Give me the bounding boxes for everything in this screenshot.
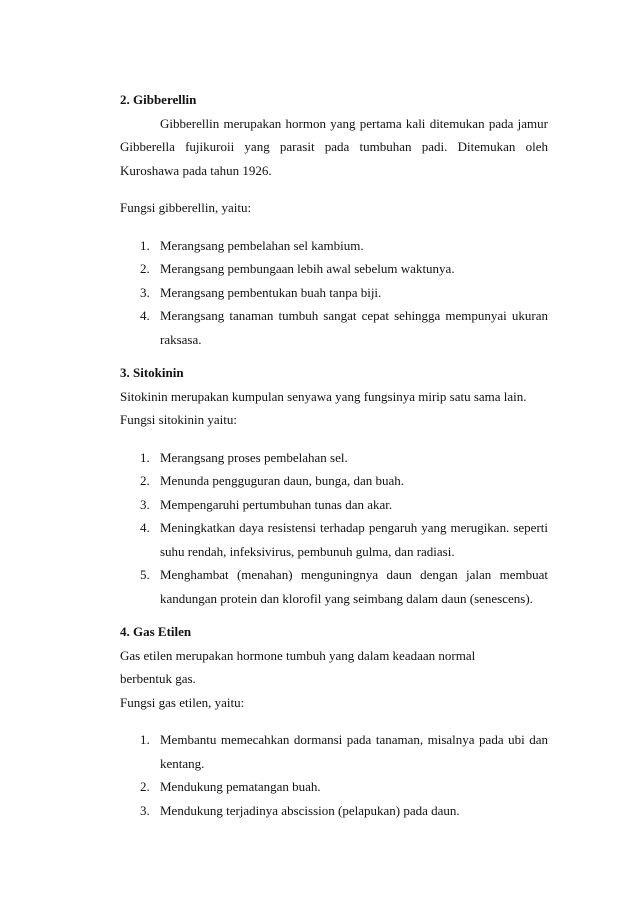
functions-title: Fungsi sitokinin yaitu: bbox=[120, 412, 238, 427]
list-item: 3. Mempengaruhi pertumbuhan tunas dan akar. bbox=[140, 496, 393, 512]
section-intro: Gibberellin merupakan hormon yang pertama kali ditemukan pada jamur Gibberella fujikuroii yang parasit pada tumbuhan padi. Ditemukan oleh Kuroshawa pada tahun 1926. bbox=[120, 115, 548, 178]
functions-list bbox=[120, 234, 548, 352]
functions-title: Fungsi gas etilen, yaitu: bbox=[120, 694, 245, 710]
section-heading: 2. Gibberellin bbox=[120, 92, 197, 107]
list-item: 5. Menghambat (menahan) menguningnya daun dengan jalan membuat kandungan protein dan klorofil yang seimbang dalam daun (senescens). bbox=[140, 567, 548, 606]
list-item: 4. Meningkatkan daya resistensi terhadap pengaruh yang merugikan. seperti suhu rendah, infeksivirus, pembunuh gulma, dan radiasi. bbox=[140, 520, 548, 559]
list-item: 3. Mendukung terjadinya abscission (pelapukan) pada daun. bbox=[140, 802, 460, 818]
section-sitokinin bbox=[120, 361, 548, 610]
list-item: 1. Membantu memecahkan dormansi pada tanaman, misalnya pada ubi dan kentang. bbox=[140, 732, 548, 771]
functions-list bbox=[120, 446, 548, 611]
section-intro: Gas etilen merupakan hormone tumbuh yang dalam keadaan normal berbentuk gas. bbox=[120, 647, 476, 686]
list-item: 2. Menunda pengguguran daun, bunga, dan buah. bbox=[140, 473, 405, 488]
list-item: 3. Merangsang pembentukan buah tanpa biji. bbox=[140, 284, 382, 300]
section-gas-etilen bbox=[120, 620, 548, 822]
list-item: 1. Merangsang proses pembelahan sel. bbox=[140, 449, 348, 465]
list-item: 1. Merangsang pembelahan sel kambium. bbox=[140, 237, 364, 253]
section-gibberellin bbox=[120, 88, 548, 351]
section-heading: 4. Gas Etilen bbox=[120, 624, 192, 639]
list-item: 2. Mendukung pematangan buah. bbox=[140, 779, 321, 794]
functions-list bbox=[120, 728, 548, 822]
section-intro: Sitokinin merupakan kumpulan senyawa yang fungsinya mirip satu sama lain. bbox=[120, 388, 527, 404]
list-item: 4. Merangsang tanaman tumbuh sangat cepat sehingga mempunyai ukuran raksasa. bbox=[140, 308, 548, 347]
section-heading: 3. Sitokinin bbox=[120, 365, 184, 380]
document-page bbox=[120, 88, 548, 822]
functions-title: Fungsi gibberellin, yaitu: bbox=[120, 200, 252, 215]
list-item: 2. Merangsang pembungaan lebih awal sebelum waktunya. bbox=[140, 261, 455, 276]
